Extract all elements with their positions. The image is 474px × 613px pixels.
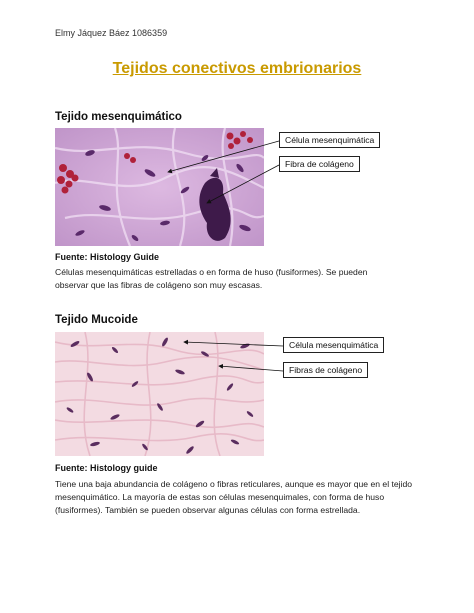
- section2-heading: Tejido Mucoide: [55, 314, 138, 326]
- mesenchymal-cell-label-1: Célula mesenquimática: [279, 132, 380, 148]
- section2-description: Tiene una baja abundancia de colágeno o fibras reticulares, aunque es mayor que en el tejido mesenquimático. La mayoría de estas son células mesenquimales, con forma de huso (fusiformes). También se pueden observar algunas células con forma estrellada.: [55, 479, 413, 515]
- collagen-fiber-label-2: Fibras de colágeno: [283, 362, 368, 378]
- document-title: Tejidos conectivos embrionarios: [112, 60, 362, 77]
- section1-description: Células mesenquimáticas estrelladas o en forma de huso (fusiformes). Se pueden observar que las fibras de colágeno son muy escasas.: [55, 267, 368, 290]
- arrow-mesenchymal-cell-1: [168, 141, 279, 172]
- collagen-fiber-label-1: Fibra de colágeno: [279, 156, 360, 172]
- section1-source: Fuente: Histology Guide: [55, 252, 160, 262]
- arrow-collagen-fiber-2: [219, 366, 283, 371]
- mesenchymal-cell-label-2: Célula mesenquimática: [283, 337, 384, 353]
- section1-heading: Tejido mesenquimático: [55, 111, 182, 123]
- author-line: Elmy Jáquez Báez 1086359: [55, 28, 168, 38]
- arrow-mesenchymal-cell-2: [184, 342, 283, 346]
- arrow-collagen-fiber-1: [207, 165, 279, 203]
- section2-source: Fuente: Histology guide: [55, 463, 158, 473]
